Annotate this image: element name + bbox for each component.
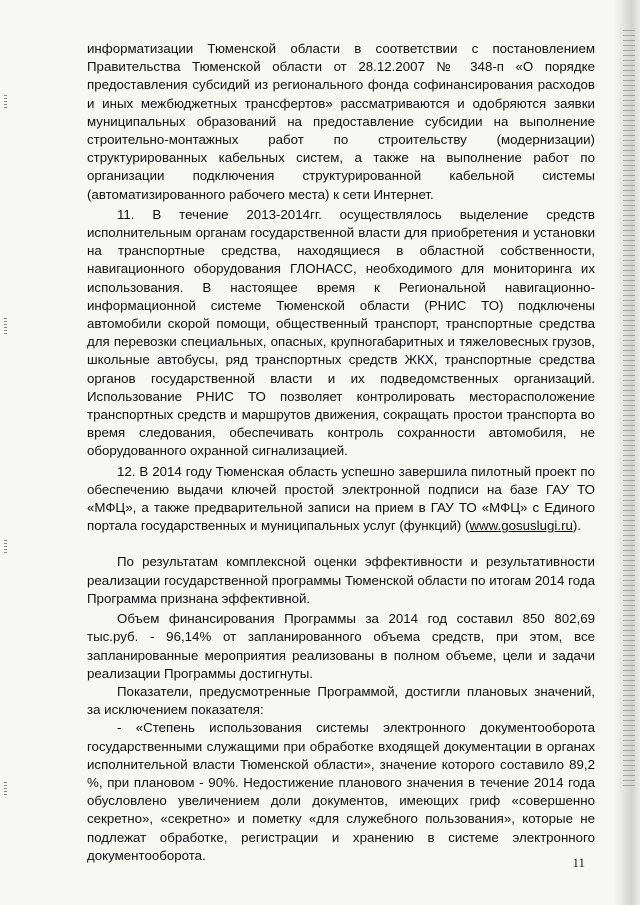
paragraph-11: 11. В течение 2013-2014гг. осуществлялось выделение средств исполнительным органам государственной власти для приобретения и установки на транспортные средства, находящиеся в областной собственности, навигационного оборудования ГЛОНАСС, необходимого для мониторинга их использования. В настоящее время к Региональной навигационно-информационной системе Тюменской области (РНИС ТО) подключены автомобили скорой помощи, общественный транспорт, транспортные средства для перевозки специальных, опасных, крупногабаритных и тяжеловесных грузов, школьные автобусы, ряд транспортных средств ЖКХ, транспортные средства органов государственной власти и их подведомственных организаций. Использование РНИС ТО позволяет контролировать месторасположение транспортных средств и маршрутов движения, сокращать простои транспорта во время следования, обеспечивать контроль сохранности автомобиля, не оборудованного охранной сигнализацией. <box>87 206 595 459</box>
page-number: 11 <box>572 855 585 870</box>
document-body <box>87 40 595 865</box>
paragraph-12 <box>87 463 595 536</box>
binding-mark <box>4 540 7 554</box>
paragraph-12-text: 12. В 2014 году Тюменская область успешно завершила пилотный проект по обеспечению выдачи ключей простой электронной подписи на базе ГАУ ТО «МФЦ», а также предварительной записи на прием в ГАУ ТО «МФЦ» с Единого портала государственных и муниципальных услуг (функций) ( <box>87 463 595 534</box>
binding-mark <box>4 95 7 109</box>
scan-edge-artifact <box>623 30 635 790</box>
binding-mark <box>4 782 7 796</box>
paragraph-exception: - «Степень использования системы электронного документооборота государственными служащими при обработке входящей документации в органах исполнительной власти Тюменской области», значение которого составило 89,2 %, при плановом - 90%. Недостижение планового значения в течение 2014 года обусловлено увеличением доли документов, имеющих гриф «совершенно секретно», «секретно» и пометку «для служебного пользования», которые не подлежат обработке, регистрации и хранению в системе электронного документооборота. <box>87 720 595 863</box>
paragraph-evaluation: По результатам комплексной оценки эффективности и результативности реализации государственной программы Тюменской области по итогам 2014 года Программа признана эффективной. <box>87 554 595 606</box>
paragraph-financing: Объем финансирования Программы за 2014 год составил 850 802,69 тыс.руб. - 96,14% от запланированного объема средств, при этом, все запланированные мероприятия реализованы в полном объеме, цели и задачи реализации Программы достигнуты. <box>87 611 595 681</box>
binding-mark <box>4 318 7 334</box>
gosuslugi-link[interactable]: www.gosuslugi.ru <box>469 518 573 534</box>
paragraph-12-tail: ). <box>572 518 582 534</box>
paragraph-indicators: Показатели, предусмотренные Программой, достигли плановых значений, за исключением показателя: <box>87 683 595 718</box>
paragraph-continuation: информатизации Тюменской области в соответствии с постановлением Правительства Тюменской области от 28.12.2007 № 348-п «О порядке предоставления субсидий из регионального фонда софинансирования расходов и иных межбюджетных трансфертов» рассматриваются и одобряются заявки муниципальных образований на предоставление субсидии на выполнение строительно-монтажных работ по строительству (модернизации) структурированных кабельных систем, а также на выполнение работ по организации подключения структурированной кабельной системы (автоматизированного рабочего места) к сети Интернет. <box>87 41 595 202</box>
